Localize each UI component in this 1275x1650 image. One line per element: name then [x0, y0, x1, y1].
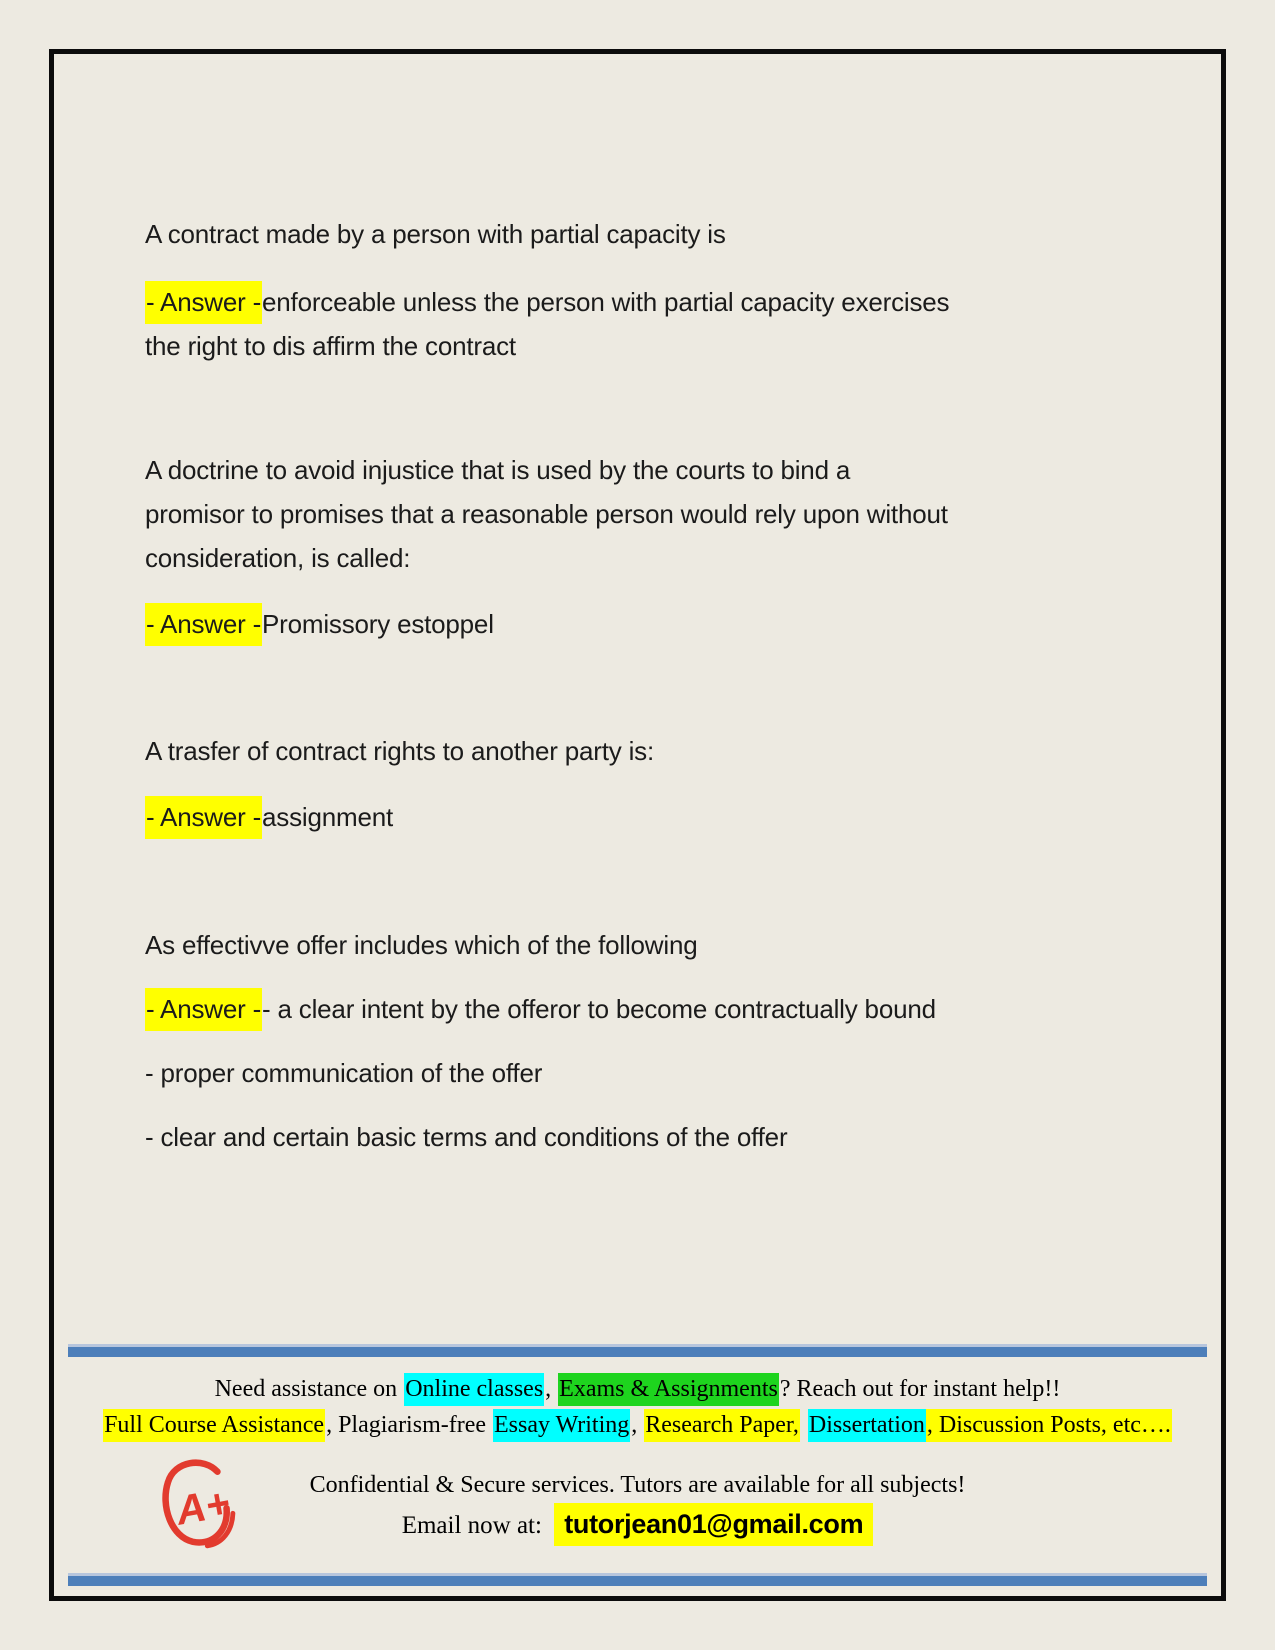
- highlight-discussion-posts: , Discussion Posts, etc….: [926, 1409, 1172, 1442]
- answer-text: - a clear intent by the offeror to become contractually bound: [262, 994, 936, 1024]
- answer-text: Promissory estoppel: [262, 609, 494, 639]
- answer-line: [145, 604, 494, 644]
- footer-promo-line-2: [54, 1408, 1221, 1442]
- footer-text: ? Reach out for instant help!!: [779, 1376, 1061, 1402]
- email-label: Email now at:: [401, 1512, 549, 1539]
- a-plus-logo-text: A+: [172, 1479, 234, 1534]
- answer-line: the right to dis affirm the contract: [145, 331, 516, 361]
- highlight-essay-writing: Essay Writing: [493, 1409, 630, 1442]
- footer-text: ,: [631, 1412, 644, 1438]
- question-line: As effectivve offer includes which of the following: [145, 930, 698, 960]
- footer-text: , Plagiarism-free: [326, 1412, 493, 1438]
- footer-text: ,: [545, 1376, 558, 1402]
- divider-bar-bottom: [68, 1573, 1207, 1586]
- document-page: [49, 49, 1226, 1601]
- divider-bar-top: [68, 1344, 1207, 1357]
- email-address: tutorjean01@gmail.com: [554, 1503, 873, 1546]
- highlight-online-classes: Online classes: [404, 1373, 544, 1406]
- answer-text: assignment: [262, 802, 393, 832]
- highlight-exams-assignments: Exams & Assignments: [558, 1373, 779, 1406]
- answer-label-highlight: - Answer -: [145, 281, 262, 324]
- highlight-full-course-assistance: Full Course Assistance: [103, 1409, 325, 1442]
- footer-text: Need assistance on: [214, 1376, 404, 1402]
- option-line: - clear and certain basic terms and conditions of the offer: [145, 1122, 788, 1152]
- footer-email-line: [54, 1504, 1221, 1546]
- question-line: A doctrine to avoid injustice that is used by the courts to bind a: [145, 455, 851, 485]
- answer-label-highlight: - Answer -: [145, 796, 262, 839]
- footer-text: [800, 1409, 808, 1442]
- answer-text: enforceable unless the person with partial capacity exercises: [262, 287, 950, 317]
- answer-label-highlight: - Answer -: [145, 603, 262, 646]
- highlight-dissertation: Dissertation: [808, 1409, 926, 1442]
- answer-line: [145, 282, 949, 322]
- answer-line: [145, 989, 936, 1029]
- answer-label-highlight: - Answer -: [145, 988, 262, 1031]
- highlight-research-paper: Research Paper,: [644, 1409, 800, 1442]
- question-line: A trasfer of contract rights to another party is:: [145, 736, 654, 766]
- answer-line: [145, 797, 393, 837]
- question-line: A contract made by a person with partial capacity is: [145, 219, 726, 249]
- option-line: - proper communication of the offer: [145, 1058, 543, 1088]
- footer-promo-line-1: [54, 1372, 1221, 1406]
- footer-confidential-line: Confidential & Secure services. Tutors are available for all subjects!: [309, 1472, 966, 1498]
- question-line: consideration, is called:: [145, 543, 411, 573]
- question-line: promisor to promises that a reasonable person would rely upon without: [145, 499, 948, 529]
